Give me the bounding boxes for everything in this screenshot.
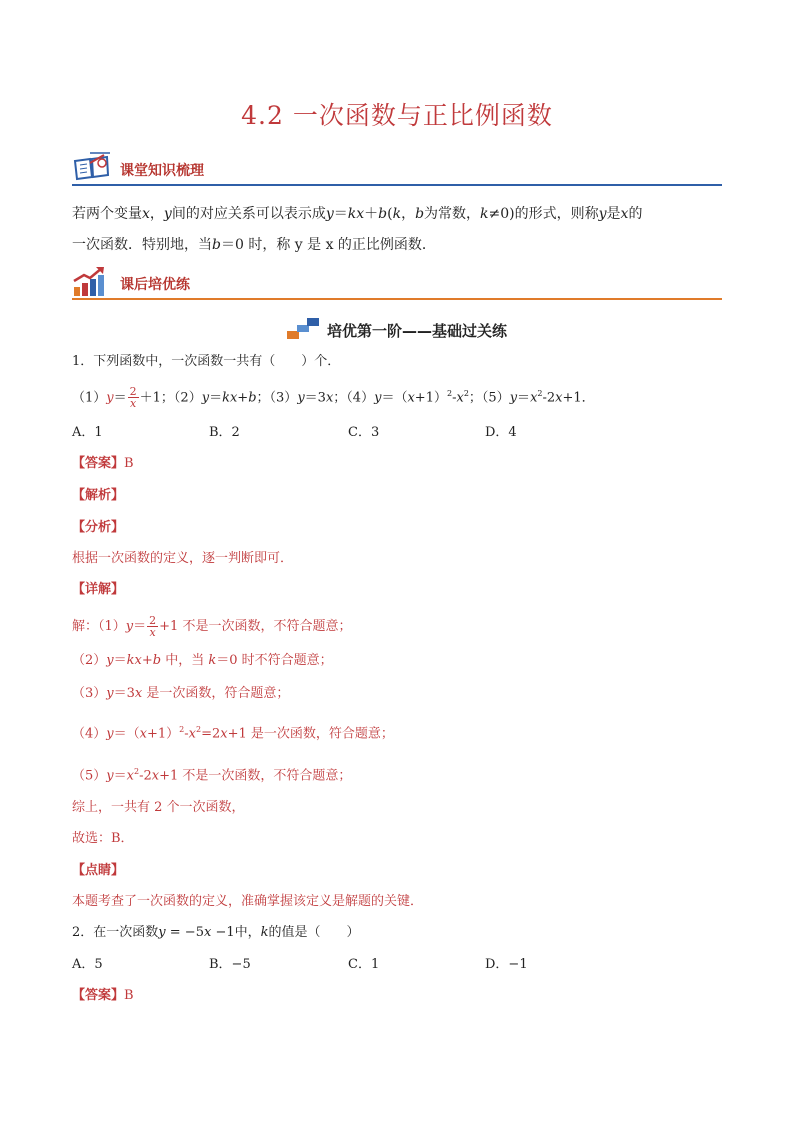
detail-line-1: 解：（1）y＝ $\frac{2}{x}$ +1 不是一次函数，不符合题意；	[72, 614, 352, 639]
question-2-options	[72, 955, 722, 975]
option-d: D．−1	[485, 957, 528, 972]
summary-line: 综上，一共有 2 个一次函数，	[72, 800, 245, 815]
section-label: 课后培优练	[120, 277, 190, 293]
knowledge-paragraph	[72, 199, 724, 261]
option-b: B．−5	[209, 957, 251, 972]
section-header-practice	[72, 266, 722, 300]
question-2-answer: 【答案】B	[72, 988, 134, 1003]
section-rule	[72, 184, 722, 186]
option-a: A．1	[72, 425, 103, 440]
section-rule	[72, 298, 722, 300]
growth-chart-icon	[72, 265, 108, 297]
stairs-icon	[287, 318, 323, 340]
dianjing-tag: 【点睛】	[72, 863, 125, 878]
fraction: $\frac{2}{x}$	[129, 385, 137, 411]
section-label: 课堂知识梳理	[120, 163, 204, 179]
book-icon	[72, 151, 112, 183]
question-1-items: （1）y＝ $\frac{2}{x}$ ＋1；（2）y＝kx+b；（3）y＝3x；$(4)y=(x+1)^2-x^2$；$(5)y=x^2-2x+1$．	[72, 385, 595, 411]
detail-tag: 【详解】	[72, 582, 125, 597]
page-title: 4.2 一次函数与正比例函数	[241, 101, 553, 130]
option-a: A．5	[72, 957, 103, 972]
knowledge-line-1: 若两个变量x，y间的对应关系可以表示成y＝kx＋b(k，b为常数，k≠0)的形式，则称y是x的	[72, 206, 643, 222]
dianjing-text: 本题考查了一次函数的定义，准确掌握该定义是解题的关键．	[72, 894, 424, 909]
fenxi-text: 根据一次函数的定义，逐一判断即可．	[72, 551, 294, 566]
option-c: C．3	[348, 425, 380, 440]
question-1-options	[72, 423, 722, 443]
question-2-stem: 2．在一次函数y = −5x −1中，k的值是（ ）	[72, 925, 360, 940]
option-d: D．4	[485, 425, 517, 440]
detail-line-3: （3）y＝3x 是一次函数，符合题意；	[72, 686, 290, 701]
detail-line-4: $(4)y=(x+1)^2-x^2=2x+1$ 是一次函数，符合题意；	[72, 725, 394, 742]
fraction: $\frac{2}{x}$	[149, 614, 157, 639]
option-b: B．2	[209, 425, 240, 440]
answer-line: 【答案】B	[72, 456, 134, 471]
detail-line-5: $(5)y=x^2-2x+1$ 不是一次函数，不符合题意；	[72, 767, 352, 784]
choice-line: 故选：B．	[72, 831, 134, 846]
detail-line-2: （2）y＝kx+b 中，当 k＝0 时不符合题意；	[72, 653, 333, 668]
question-1-stem: 1．下列函数中，一次函数一共有（ ）个．	[72, 354, 341, 369]
knowledge-line-2: 一次函数．特别地，当b＝0 时，称 y 是 x 的正比例函数．	[72, 237, 436, 253]
stage-title: 培优第一阶——基础过关练	[0, 318, 794, 341]
option-c: C．1	[348, 957, 380, 972]
section-header-knowledge	[72, 152, 722, 186]
fenxi-tag: 【分析】	[72, 520, 125, 535]
analysis-tag: 【解析】	[72, 488, 125, 503]
